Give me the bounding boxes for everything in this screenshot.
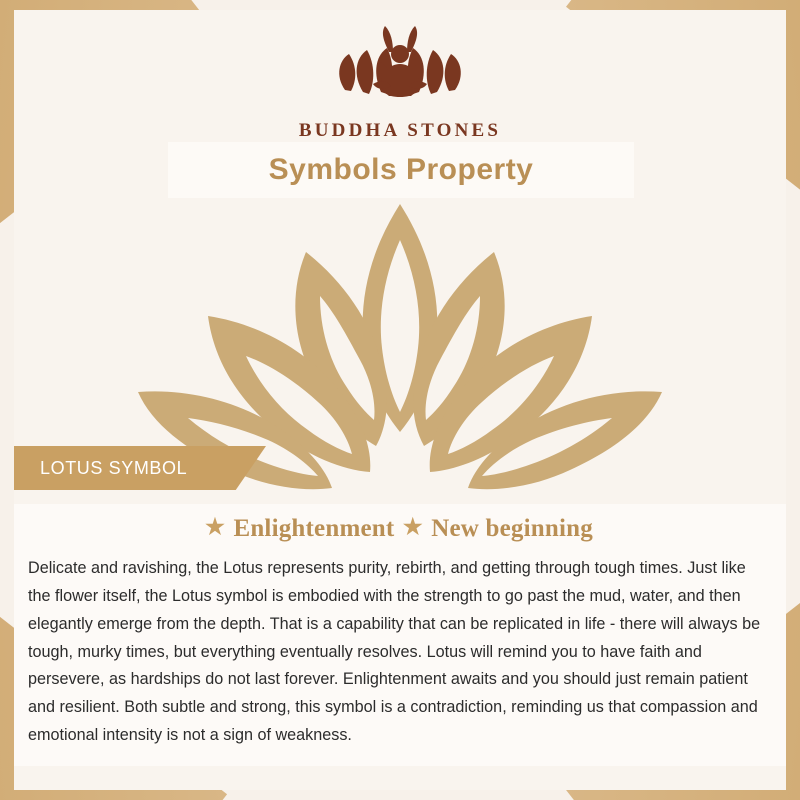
description-body: Delicate and ravishing, the Lotus represents purity, rebirth, and getting through tough times. Just like the flower itself, the Lotus symbol is embodied with the strength to go past the mud, water, and then elegantly emerge from the depth. That is a capability that can be replicated in life - there will always be tough, murky times, but everything eventually resolves. Lotus will remind you to have faith and persevere, as hardships do not last forever. Enlightenment awaits and you should just remain patient and resilient. Both subtle and strong, this symbol is a contradiction, reminding us that compassion and emotional intensity is not a sign of weakness. [28,559,761,745]
description-headline [14,514,786,543]
page-title: Symbols Property [268,153,534,186]
page-title-band [168,142,634,198]
star-icon-left: ★ [205,514,225,539]
lotus-symbol-ribbon [14,446,266,490]
star-icon-middle: ★ [402,514,423,539]
description-block [14,504,786,766]
brand-logo [0,18,800,142]
ribbon-label: LOTUS SYMBOL [40,457,188,478]
brand-name: BUDDHA STONES [298,120,502,141]
lotus-meditation-figure-icon [315,18,485,118]
headline-keyword-enlightenment: Enlightenment [233,515,395,542]
headline-keyword-new-beginning: New beginning [431,515,593,542]
